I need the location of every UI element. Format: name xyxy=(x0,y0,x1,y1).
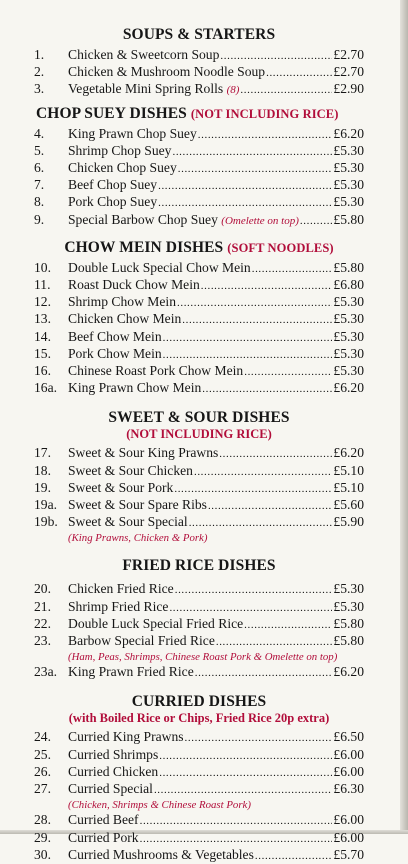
section-heading-curried: CURRIED DISHES xyxy=(131,693,267,711)
menu-item: 18. Sweet & Sour Chicken ..... £5.10 xyxy=(34,463,364,480)
menu-item: 15. Pork Chow Mein ..... £5.30 xyxy=(34,346,364,363)
item-description: (Ham, Peas, Shrimps, Chinese Roast Pork & Omelette on top) xyxy=(68,651,338,664)
menu-item: 29. Curried Pork ..... £6.00 xyxy=(34,830,364,847)
item-description: (Chicken, Shrimps & Chinese Roast Pork) xyxy=(68,799,251,812)
menu-item: 21. Shrimp Fried Rice ..... £5.30 xyxy=(34,599,364,616)
menu-item: 30. Curried Mushrooms & Vegetables ..... £5.70 xyxy=(34,847,364,864)
section-subheading: (NOT INCLUDING RICE) xyxy=(126,427,272,442)
menu-item: 25. Curried Shrimps ..... £6.00 xyxy=(34,747,364,764)
menu-item: 5. Shrimp Chop Suey ..... £5.30 xyxy=(34,143,364,160)
menu-item: 23. Barbow Special Fried Rice ..... £5.80 xyxy=(34,633,364,650)
menu-item: 19. Sweet & Sour Pork ..... £5.10 xyxy=(34,480,364,497)
section-heading-sweet-sour: SWEET & SOUR DISHES xyxy=(108,409,290,427)
menu-item: 19b. Sweet & Sour Special ..... £5.90 xyxy=(34,514,364,531)
menu-item: 8. Pork Chop Suey ..... £5.30 xyxy=(34,194,364,211)
section-heading-soups: SOUPS & STARTERS xyxy=(122,26,276,43)
section-heading-chow-mein: CHOW MEIN DISHES (SOFT NOODLES) xyxy=(64,238,334,256)
menu-item: 6. Chicken Chop Suey ..... £5.30 xyxy=(34,160,364,177)
menu-item: 16a. King Prawn Chow Mein ..... £6.20 xyxy=(34,380,364,397)
menu-item: 28. Curried Beef ..... £6.00 xyxy=(34,812,364,829)
menu-page xyxy=(34,26,364,864)
menu-item: 16. Chinese Roast Pork Chow Mein ..... £5.30 xyxy=(34,363,364,380)
menu-item: 23a. King Prawn Fried Rice ..... £6.20 xyxy=(34,664,364,681)
menu-item: 11. Roast Duck Chow Mein ..... £6.80 xyxy=(34,277,364,294)
section-heading-chop-suey: CHOP SUEY DISHES (NOT INCLUDING RICE) xyxy=(36,104,339,122)
menu-item: 27. Curried Special ..... £6.30 xyxy=(34,781,364,798)
section-subheading: (with Boiled Rice or Chips, Fried Rice 20p extra) xyxy=(68,711,330,726)
menu-item: 3. Vegetable Mini Spring Rolls (8) ..... £2.90 xyxy=(34,81,364,98)
menu-item: 4. King Prawn Chop Suey ..... £6.20 xyxy=(34,126,364,143)
item-description: (King Prawns, Chicken & Pork) xyxy=(68,532,208,545)
menu-item: 1. Chicken & Sweetcorn Soup ..... £2.70 xyxy=(34,47,364,64)
menu-item: 13. Chicken Chow Mein ..... £5.30 xyxy=(34,311,364,328)
menu-item: 9. Special Barbow Chop Suey (Omelette on top) ..... £5.80 xyxy=(34,212,364,229)
menu-item: 22. Double Luck Special Fried Rice ..... £5.80 xyxy=(34,616,364,633)
menu-item: 19a. Sweet & Sour Spare Ribs ..... £5.60 xyxy=(34,497,364,514)
menu-item: 17. Sweet & Sour King Prawns ..... £6.20 xyxy=(34,445,364,462)
menu-item: 12. Shrimp Chow Mein ..... £5.30 xyxy=(34,294,364,311)
menu-item: 24. Curried King Prawns ..... £6.50 xyxy=(34,729,364,746)
menu-item: 14. Beef Chow Mein ..... £5.30 xyxy=(34,329,364,346)
page-edge-shadow xyxy=(400,0,408,834)
section-heading-fried-rice: FRIED RICE DISHES xyxy=(122,557,276,575)
menu-item: 10. Double Luck Special Chow Mein ..... £5.80 xyxy=(34,260,364,277)
menu-item: 7. Beef Chop Suey ..... £5.30 xyxy=(34,177,364,194)
menu-item: 26. Curried Chicken ..... £6.00 xyxy=(34,764,364,781)
menu-item: 20. Chicken Fried Rice ..... £5.30 xyxy=(34,581,364,598)
menu-item: 2. Chicken & Mushroom Noodle Soup ..... £2.70 xyxy=(34,64,364,81)
